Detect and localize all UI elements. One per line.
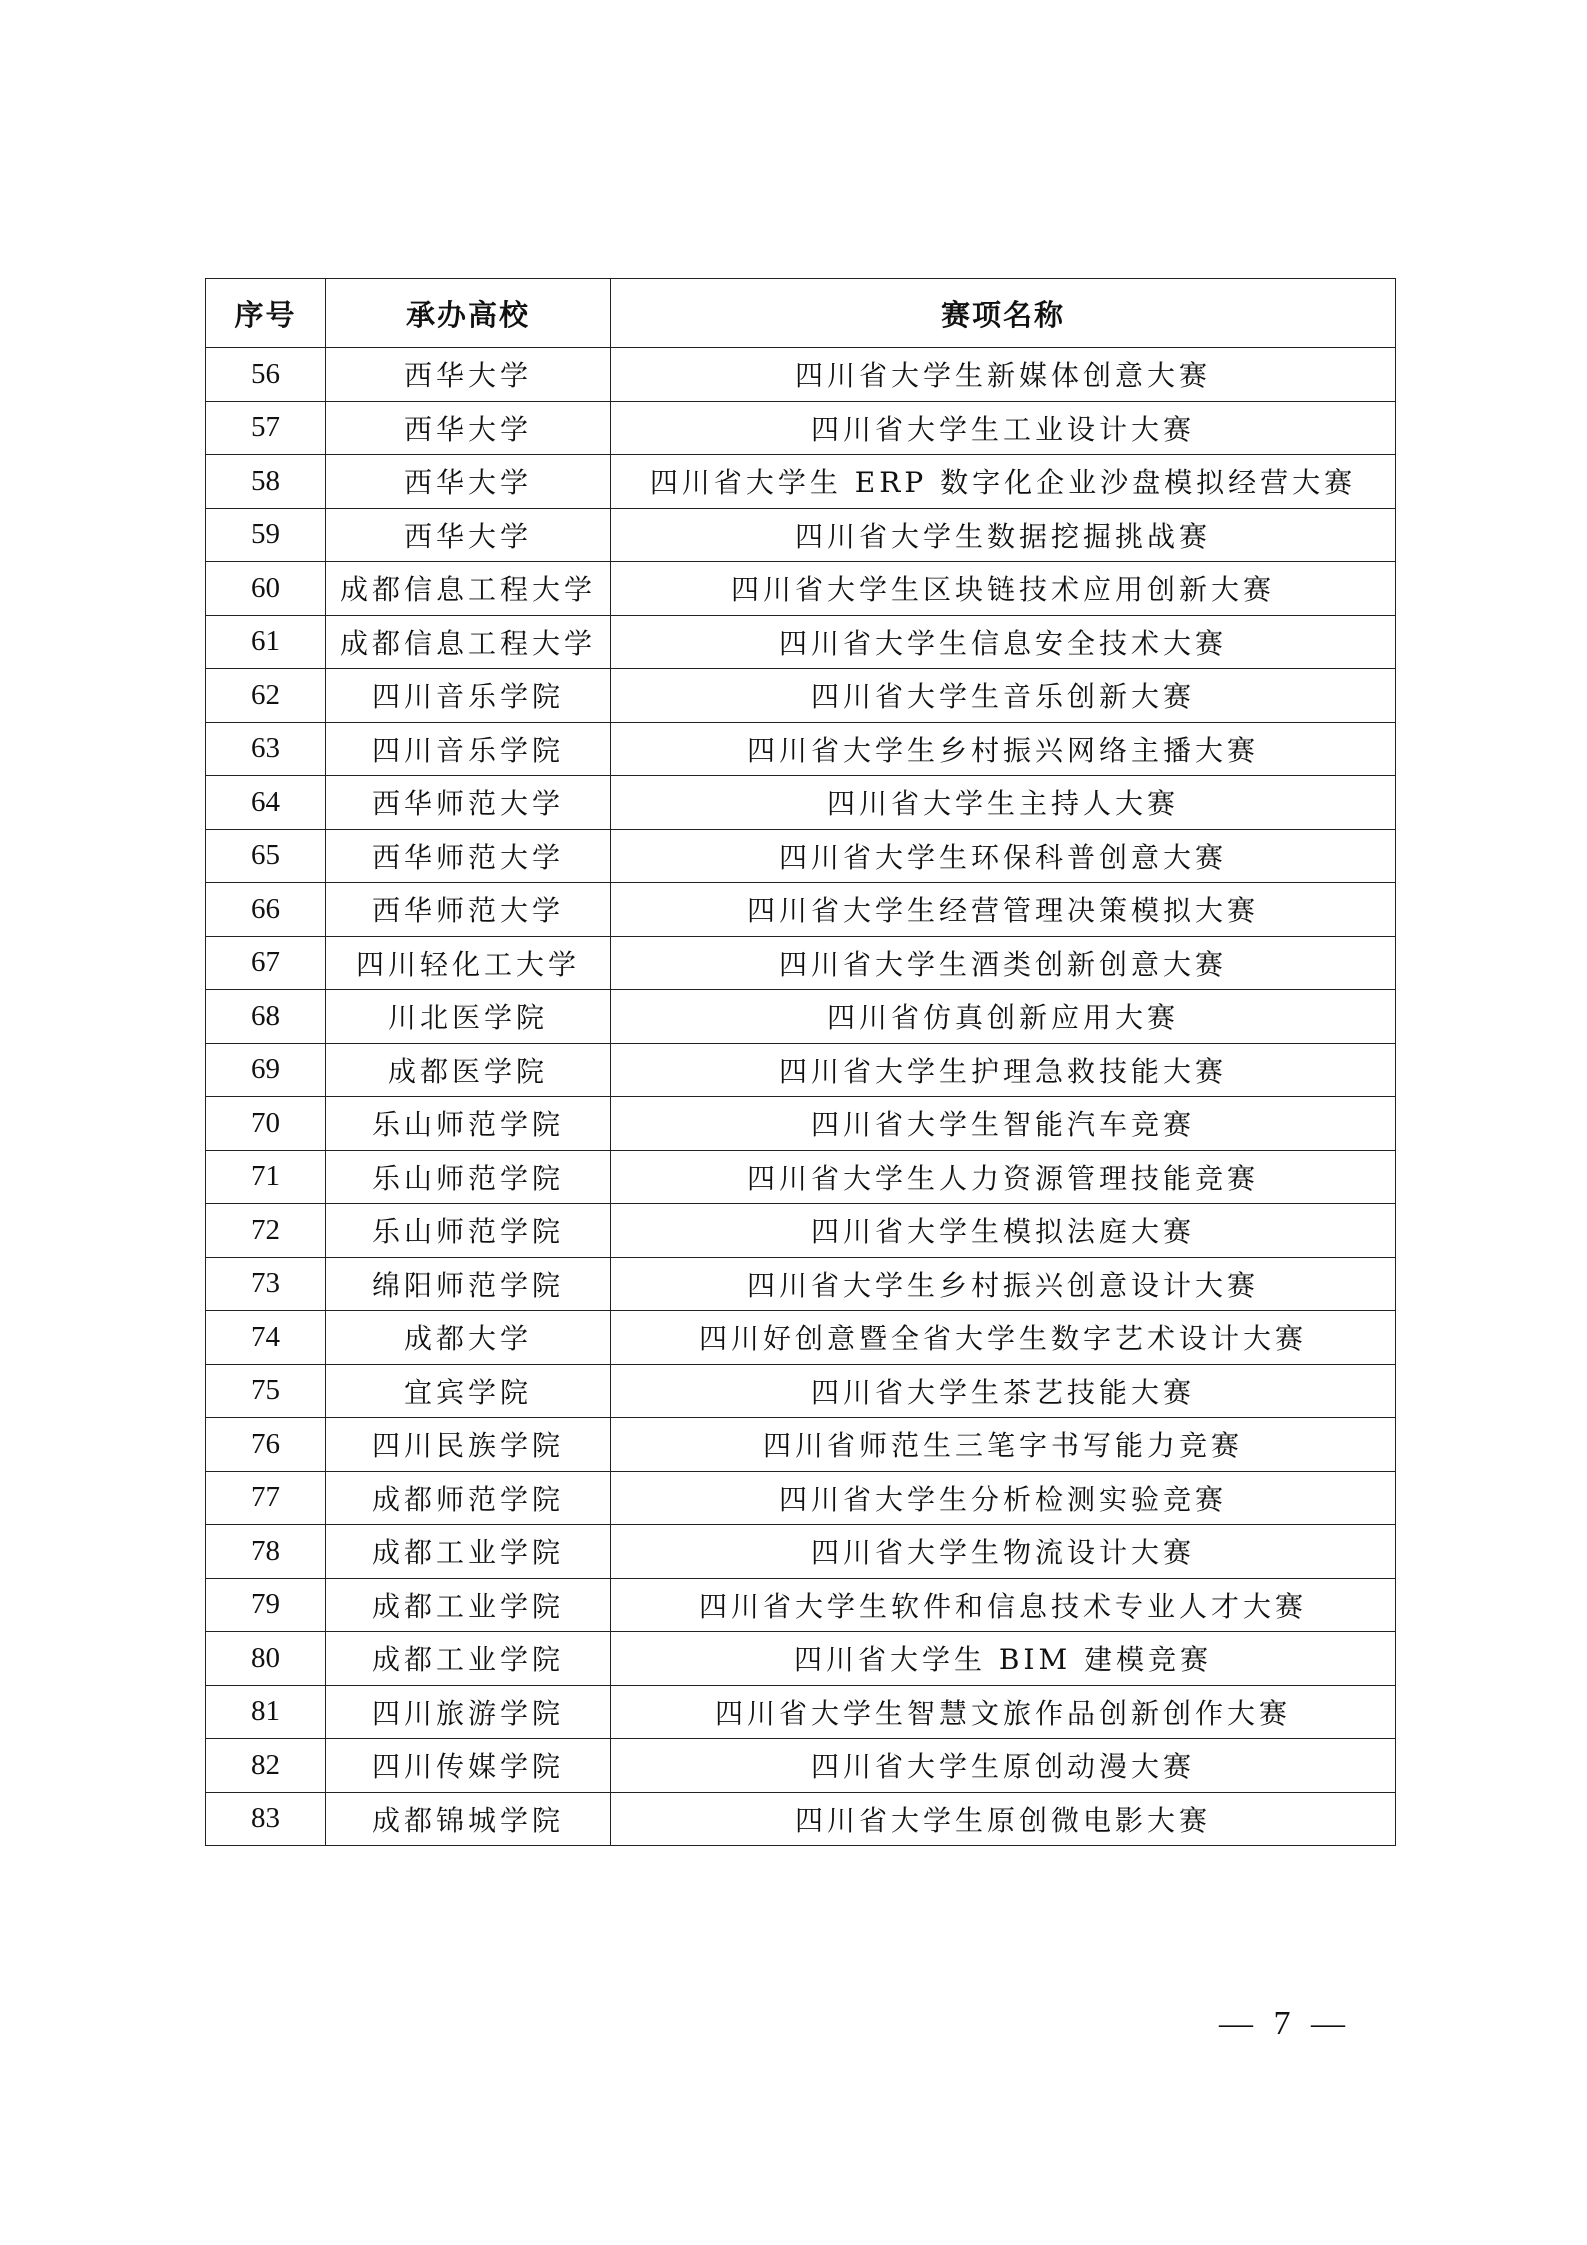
cell-serial-number: 73 [206,1257,326,1311]
cell-competition-name: 四川省大学生区块链技术应用创新大赛 [611,562,1396,616]
cell-host-university: 西华师范大学 [326,776,611,830]
cell-competition-name: 四川省大学生 BIM 建模竞赛 [611,1632,1396,1686]
cell-serial-number: 78 [206,1525,326,1579]
cell-serial-number: 59 [206,508,326,562]
table-row [206,1418,1396,1472]
table-row [206,1043,1396,1097]
cell-serial-number: 83 [206,1792,326,1846]
table-row [206,1257,1396,1311]
table-row [206,722,1396,776]
cell-competition-name: 四川省大学生乡村振兴网络主播大赛 [611,722,1396,776]
cell-competition-name: 四川好创意暨全省大学生数字艺术设计大赛 [611,1311,1396,1365]
cell-competition-name: 四川省大学生智能汽车竞赛 [611,1097,1396,1151]
cell-serial-number: 80 [206,1632,326,1686]
table-row [206,455,1396,509]
cell-serial-number: 81 [206,1685,326,1739]
cell-host-university: 成都工业学院 [326,1525,611,1579]
cell-host-university: 四川轻化工大学 [326,936,611,990]
cell-competition-name: 四川省大学生信息安全技术大赛 [611,615,1396,669]
cell-competition-name: 四川省大学生护理急救技能大赛 [611,1043,1396,1097]
cell-competition-name: 四川省大学生酒类创新创意大赛 [611,936,1396,990]
cell-competition-name: 四川省大学生乡村振兴创意设计大赛 [611,1257,1396,1311]
cell-serial-number: 66 [206,883,326,937]
cell-host-university: 四川旅游学院 [326,1685,611,1739]
table-row [206,1525,1396,1579]
cell-host-university: 乐山师范学院 [326,1150,611,1204]
cell-host-university: 西华师范大学 [326,883,611,937]
cell-serial-number: 67 [206,936,326,990]
cell-competition-name: 四川省师范生三笔字书写能力竞赛 [611,1418,1396,1472]
table-row [206,1097,1396,1151]
cell-competition-name: 四川省大学生软件和信息技术专业人才大赛 [611,1578,1396,1632]
cell-serial-number: 70 [206,1097,326,1151]
cell-host-university: 四川音乐学院 [326,722,611,776]
cell-host-university: 成都大学 [326,1311,611,1365]
cell-competition-name: 四川省大学生音乐创新大赛 [611,669,1396,723]
cell-competition-name: 四川省大学生工业设计大赛 [611,401,1396,455]
cell-competition-name: 四川省大学生模拟法庭大赛 [611,1204,1396,1258]
cell-host-university: 乐山师范学院 [326,1097,611,1151]
cell-serial-number: 75 [206,1364,326,1418]
cell-competition-name: 四川省大学生环保科普创意大赛 [611,829,1396,883]
cell-competition-name: 四川省大学生数据挖掘挑战赛 [611,508,1396,562]
cell-host-university: 川北医学院 [326,990,611,1044]
cell-serial-number: 65 [206,829,326,883]
cell-serial-number: 58 [206,455,326,509]
cell-host-university: 西华大学 [326,508,611,562]
table-row [206,615,1396,669]
table-row [206,776,1396,830]
cell-serial-number: 79 [206,1578,326,1632]
cell-competition-name: 四川省大学生原创微电影大赛 [611,1792,1396,1846]
cell-serial-number: 56 [206,348,326,402]
header-host-university: 承办高校 [326,279,611,348]
cell-host-university: 成都工业学院 [326,1632,611,1686]
cell-host-university: 成都医学院 [326,1043,611,1097]
cell-competition-name: 四川省大学生 ERP 数字化企业沙盘模拟经营大赛 [611,455,1396,509]
cell-host-university: 成都工业学院 [326,1578,611,1632]
cell-competition-name: 四川省仿真创新应用大赛 [611,990,1396,1044]
cell-host-university: 西华大学 [326,455,611,509]
cell-host-university: 四川传媒学院 [326,1739,611,1793]
cell-serial-number: 82 [206,1739,326,1793]
cell-competition-name: 四川省大学生人力资源管理技能竞赛 [611,1150,1396,1204]
cell-serial-number: 74 [206,1311,326,1365]
cell-competition-name: 四川省大学生智慧文旅作品创新创作大赛 [611,1685,1396,1739]
table-row [206,1685,1396,1739]
cell-host-university: 成都锦城学院 [326,1792,611,1846]
cell-host-university: 四川民族学院 [326,1418,611,1472]
table-row [206,669,1396,723]
table-row [206,401,1396,455]
cell-serial-number: 77 [206,1471,326,1525]
cell-serial-number: 68 [206,990,326,1044]
table-row [206,1204,1396,1258]
cell-host-university: 四川音乐学院 [326,669,611,723]
table-row [206,1578,1396,1632]
cell-host-university: 西华师范大学 [326,829,611,883]
competition-table [205,278,1396,1846]
table-row [206,1739,1396,1793]
table-body [206,348,1396,1846]
cell-serial-number: 60 [206,562,326,616]
table-row [206,508,1396,562]
table-row [206,1364,1396,1418]
cell-host-university: 西华大学 [326,348,611,402]
table-row [206,1150,1396,1204]
cell-host-university: 绵阳师范学院 [326,1257,611,1311]
cell-host-university: 乐山师范学院 [326,1204,611,1258]
table-row [206,829,1396,883]
table-row [206,1632,1396,1686]
cell-host-university: 成都信息工程大学 [326,615,611,669]
cell-competition-name: 四川省大学生经营管理决策模拟大赛 [611,883,1396,937]
cell-host-university: 宜宾学院 [326,1364,611,1418]
cell-serial-number: 71 [206,1150,326,1204]
cell-serial-number: 69 [206,1043,326,1097]
table-row [206,562,1396,616]
table-row [206,1792,1396,1846]
cell-serial-number: 72 [206,1204,326,1258]
cell-serial-number: 64 [206,776,326,830]
table-row [206,990,1396,1044]
cell-competition-name: 四川省大学生原创动漫大赛 [611,1739,1396,1793]
page-number: — 7 — [1219,2005,1351,2042]
table-row [206,883,1396,937]
cell-serial-number: 61 [206,615,326,669]
cell-host-university: 西华大学 [326,401,611,455]
table-header-row [206,279,1396,348]
table-row [206,1311,1396,1365]
cell-serial-number: 62 [206,669,326,723]
cell-serial-number: 57 [206,401,326,455]
header-serial-number: 序号 [206,279,326,348]
cell-serial-number: 63 [206,722,326,776]
cell-competition-name: 四川省大学生新媒体创意大赛 [611,348,1396,402]
table-row [206,348,1396,402]
header-competition-name: 赛项名称 [611,279,1396,348]
cell-competition-name: 四川省大学生分析检测实验竞赛 [611,1471,1396,1525]
cell-competition-name: 四川省大学生茶艺技能大赛 [611,1364,1396,1418]
cell-competition-name: 四川省大学生主持人大赛 [611,776,1396,830]
cell-host-university: 成都信息工程大学 [326,562,611,616]
cell-serial-number: 76 [206,1418,326,1472]
cell-competition-name: 四川省大学生物流设计大赛 [611,1525,1396,1579]
table-row [206,1471,1396,1525]
cell-host-university: 成都师范学院 [326,1471,611,1525]
table-row [206,936,1396,990]
